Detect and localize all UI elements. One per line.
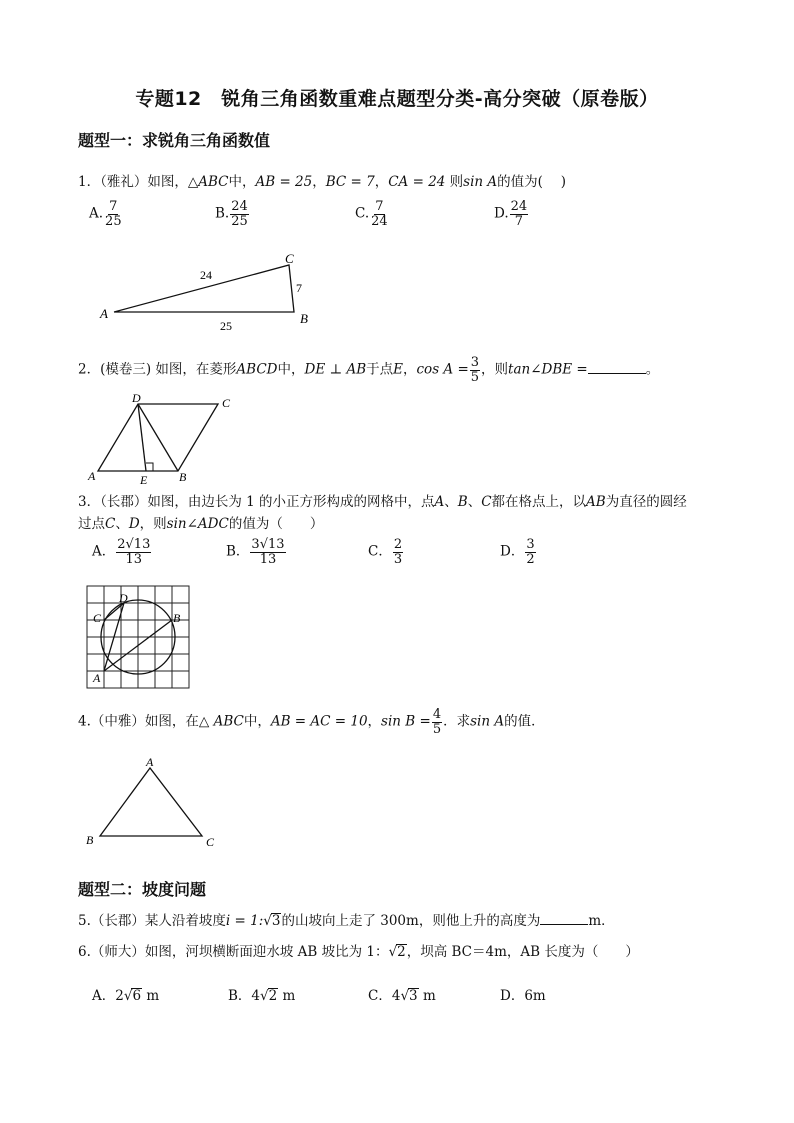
radicand: 6 — [132, 988, 142, 1004]
q2-perp: DE ⊥ AB — [304, 361, 367, 378]
q3-mid: 都在格点上，以 — [491, 494, 587, 510]
q4-sina: sin A — [470, 713, 505, 730]
denominator: 13 — [259, 551, 277, 567]
q3-figure — [84, 584, 194, 692]
q2-end: 。 — [645, 361, 660, 378]
option-label: D． — [500, 988, 525, 1004]
q2-segment-de — [138, 404, 146, 471]
q1-side-25: 25 — [220, 319, 232, 333]
numerator: 2 — [393, 537, 403, 552]
fraction — [104, 200, 123, 228]
section-heading-1: 题型一：求锐角三角函数值 — [78, 131, 271, 150]
q1-label-a: A — [100, 306, 108, 321]
q3-a: A — [434, 494, 445, 510]
q6-option-b[interactable]: B．4√2 m — [228, 988, 296, 1004]
q6-option-d[interactable] — [500, 984, 546, 1004]
q4-figure — [84, 754, 224, 850]
fraction — [230, 200, 249, 228]
unit: m — [282, 988, 296, 1004]
q4-label-a: A — [146, 755, 154, 769]
denominator: 7 — [514, 213, 524, 229]
q2-answer-blank[interactable] — [588, 359, 646, 374]
q1-side-7: 7 — [296, 281, 302, 295]
q3-option-a[interactable] — [92, 538, 152, 566]
q4-label-c: C — [206, 835, 215, 849]
q2-segment-db — [138, 404, 178, 471]
q2-label-b: B — [179, 470, 187, 484]
numerator: 4 — [432, 707, 442, 722]
q2-ze: ，则 — [481, 361, 509, 378]
q2-prefix: 2．(模卷三) 如图，在菱形 — [78, 361, 237, 378]
fraction — [370, 200, 389, 228]
q5-mid: 的山坡向上走了 300m，则他上升的高度为 — [281, 913, 541, 929]
q3-sep: 、 — [115, 516, 129, 532]
q3-c2: C — [105, 516, 116, 532]
radicand: 3 — [409, 988, 418, 1004]
q4-prefix: 4.（中雅）如图，在 — [78, 713, 199, 730]
option-label: A． — [92, 988, 116, 1004]
page-title: 专题12 锐角三角函数重难点题型分类-高分突破（原卷版） — [135, 88, 659, 110]
q3-b: B — [457, 494, 468, 510]
q2-e: E — [393, 361, 403, 378]
q5-unit: m． — [588, 913, 615, 929]
fraction — [250, 538, 285, 566]
denominator: 24 — [371, 213, 388, 229]
question-1: 1．（雅礼）如图，△ABC中，AB = 25，BC = 7，CA = 24 则sin A的值为( ) — [78, 174, 566, 190]
coef: 4 — [391, 988, 401, 1004]
q3-sin: sin∠ADC — [166, 516, 229, 532]
q5-prefix: 5.（长郡）某人沿着坡度 — [78, 913, 226, 929]
option-label: B. — [215, 205, 230, 222]
q3-line1: 3．（长郡）如图，由边长为 1 的小正方形构成的网格中，点 — [78, 494, 435, 510]
numerator: 7 — [375, 199, 384, 214]
q2-label-d: D — [132, 394, 141, 405]
numerator: 24 — [231, 199, 248, 214]
q6-radicand: 2 — [397, 944, 406, 960]
q6-tail: ，坝高 BC＝4m，AB 长度为（ ） — [406, 944, 639, 960]
q3-line2a: 过点 — [78, 516, 105, 532]
q4-zhong: 中， — [243, 713, 271, 730]
q4-equal-sides: AB = AC = 10 — [270, 713, 368, 730]
q1-side-24: 24 — [200, 268, 212, 282]
option-label: C． — [368, 543, 392, 560]
q2-tan: tan∠DBE = — [508, 361, 588, 378]
q3-label-a: A — [93, 671, 101, 685]
denominator: 5 — [432, 721, 442, 737]
q1-tail: 的值为( ) — [497, 174, 566, 190]
q2-yudian: 于点 — [366, 361, 394, 378]
question-2: 2．(模卷三) 如图，在菱形ABCD中，DE ⊥ AB于点E，cos A = $\frac{3}{5}$ ，则tan∠DBE = 。 — [78, 355, 660, 385]
q1-label-c: C — [285, 252, 294, 266]
q1-ca: CA = 24 — [388, 174, 446, 190]
q2-abcd: ABCD — [236, 361, 278, 378]
q3-option-c[interactable] — [368, 538, 404, 566]
numerator: 7 — [109, 199, 118, 214]
q3-option-b[interactable] — [226, 538, 287, 566]
denominator: 5 — [470, 369, 480, 385]
q3-sep: 、 — [444, 494, 458, 510]
section-heading-2: 题型二：坡度问题 — [78, 880, 207, 899]
q1-option-a[interactable] — [89, 200, 124, 228]
q3-grid — [87, 586, 189, 688]
q1-zhong: 中， — [228, 174, 256, 190]
q3-ab: AB — [586, 494, 606, 510]
fraction — [525, 538, 535, 566]
q6-prefix: 6.（师大）如图，河坝横断面迎水坡 AB 坡比为 1： — [78, 944, 389, 960]
option-label: D. — [494, 205, 509, 222]
denominator: 3 — [393, 551, 403, 567]
q6-option-c[interactable]: C．4√3 m — [368, 988, 436, 1004]
fraction — [510, 200, 529, 228]
option-label: C. — [355, 205, 370, 222]
numerator: 2√13 — [117, 537, 151, 552]
q1-prefix: 1．（雅礼）如图， — [78, 174, 188, 190]
q1-sin: sin A — [463, 174, 498, 190]
question-3-line-1 — [78, 492, 687, 512]
q1-option-c[interactable] — [355, 200, 390, 228]
q6-option-a[interactable]: A．2√6 m — [92, 988, 160, 1004]
q4-sinb: sin B = — [381, 713, 431, 730]
unit: m — [146, 988, 160, 1004]
q3-sep: 、 — [467, 494, 482, 510]
q2-label-e: E — [140, 473, 148, 486]
numerator: 3√13 — [251, 537, 285, 552]
option-label: D． — [500, 543, 525, 560]
question-3-line-2 — [78, 514, 323, 534]
q2-fraction — [470, 356, 480, 384]
option-label: B． — [228, 988, 252, 1004]
q2-label-a: A — [88, 469, 96, 483]
question-6: 6.（师大）如图，河坝横断面迎水坡 AB 坡比为 1：√2，坝高 BC＝4m，AB 长度为（ ） — [78, 944, 639, 960]
q2-zhong: 中， — [277, 361, 305, 378]
q1-option-b[interactable] — [215, 200, 250, 228]
option-label: B． — [226, 543, 250, 560]
unit: m — [422, 988, 436, 1004]
q3-label-c: C — [93, 611, 102, 625]
numerator: 24 — [510, 199, 528, 214]
numerator: 3 — [526, 537, 535, 552]
denominator: 25 — [231, 213, 248, 229]
q3-d2: D — [128, 516, 140, 532]
q5-slope: i = 1: — [225, 913, 264, 929]
q2-cos: cos A = — [416, 361, 469, 378]
q1-label-b: B — [300, 311, 308, 326]
q3-c: C — [481, 494, 492, 510]
coef: 2 — [115, 988, 124, 1004]
question-4: 4.（中雅）如图，在△ ABC中，AB = AC = 10，sin B = $\frac{4}{5}$ ．求sin A的值． — [78, 707, 545, 737]
q1-triangle: △ABC — [187, 174, 229, 190]
q2-right-angle — [146, 463, 153, 471]
q4-fraction — [432, 708, 442, 736]
q4-end: 的值． — [504, 713, 545, 730]
q5-radicand: 3 — [271, 913, 281, 929]
fraction — [393, 538, 403, 566]
coef: 4 — [251, 988, 261, 1004]
denominator: 2 — [526, 551, 535, 567]
q4-triangle-shape — [100, 768, 202, 836]
q1-figure — [90, 252, 330, 337]
q3-line2b: ，则 — [139, 516, 167, 532]
q1-option-d[interactable] — [494, 200, 529, 228]
denominator: 25 — [105, 213, 122, 229]
q4-triangle: △ ABC — [198, 713, 244, 730]
unit: 6m — [524, 988, 546, 1004]
option-label: A． — [92, 543, 116, 560]
denominator: 13 — [125, 551, 143, 567]
q4-label-b: B — [86, 833, 94, 847]
q3-option-d[interactable] — [500, 538, 537, 566]
q1-ab: AB = 25 — [255, 174, 313, 190]
q1-ze: 则 — [449, 174, 464, 190]
q3-tail1: 为直径的圆经 — [605, 494, 687, 510]
question-5: 5.（长郡）某人沿着坡度i = 1:√3的山坡向上走了 300m，则他上升的高度为 m． — [78, 910, 615, 931]
q2-label-c: C — [222, 396, 231, 410]
radicand: 2 — [268, 988, 278, 1004]
numerator: 3 — [470, 355, 480, 370]
option-label: C． — [368, 988, 392, 1004]
q4-tail: ．求 — [443, 713, 471, 730]
q2-figure — [86, 394, 246, 486]
q3-label-d: D — [119, 591, 128, 605]
q3-label-b: B — [173, 611, 181, 625]
q1-bc: BC = 7 — [325, 174, 375, 190]
fraction — [116, 538, 151, 566]
q3-line2c: 的值为（ ） — [228, 516, 324, 532]
q5-answer-blank[interactable] — [540, 910, 588, 925]
option-label: A. — [89, 205, 104, 222]
